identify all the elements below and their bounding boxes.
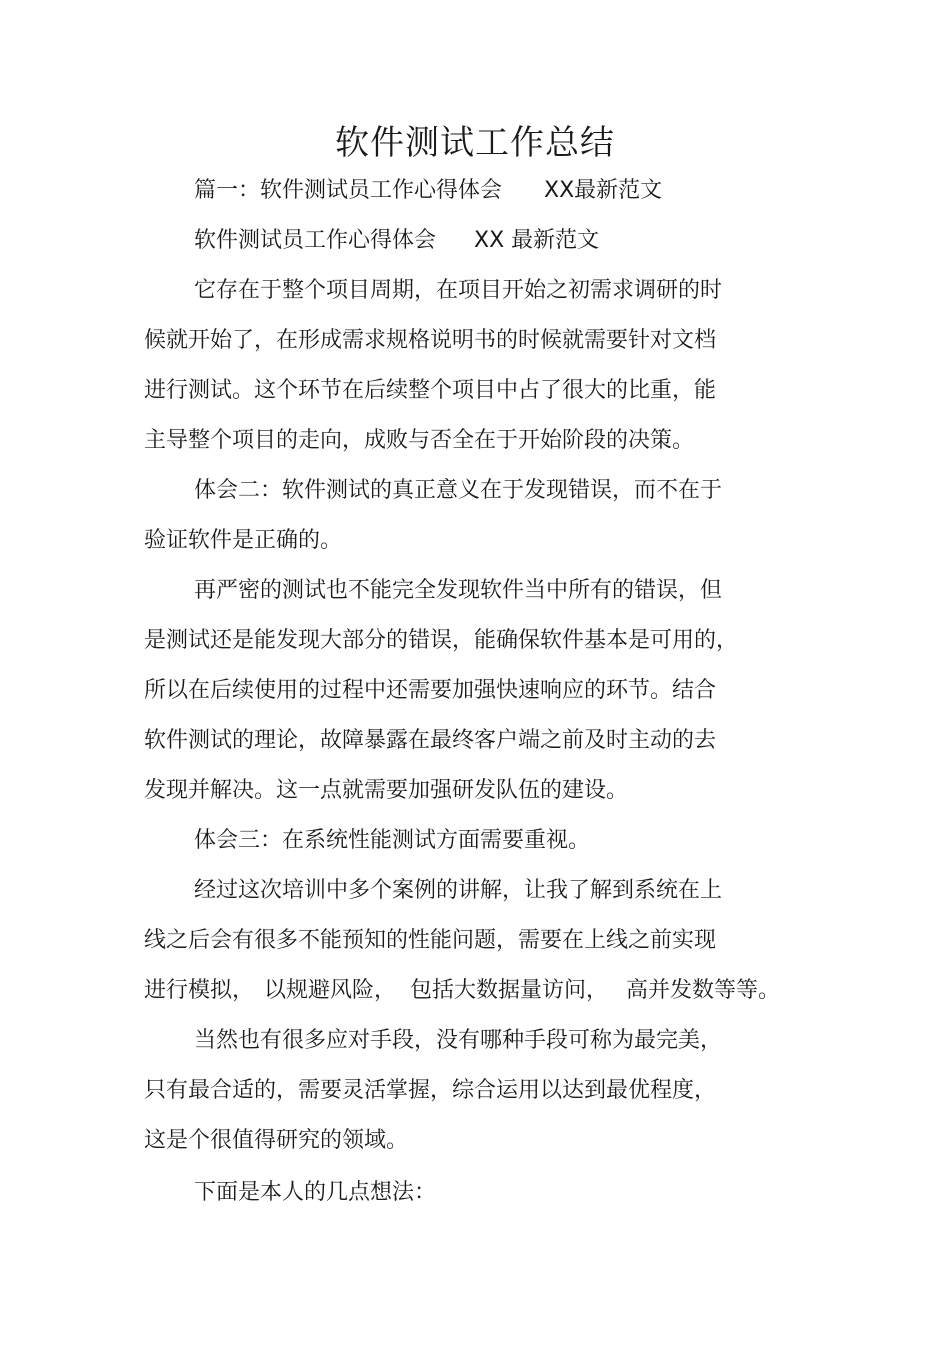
paragraph-line: 再严密的测试也不能完全发现软件当中所有的错误，但 — [194, 578, 723, 603]
paragraph-line: 发现并解决。这一点就需要加强研发队伍的建设。 — [144, 778, 629, 803]
phrase: 高并发数等等。 — [626, 978, 781, 1003]
paragraph-line: 当然也有很多应对手段，没有哪种手段可称为最完美， — [194, 1028, 723, 1053]
heading-suffix: XX 最新范文 — [474, 228, 600, 253]
document-title: 软件测试工作总结 — [335, 123, 615, 163]
subtitle-suffix: XX最新范文 — [544, 178, 663, 203]
paragraph-line: 经过这次培训中多个案例的讲解，让我了解到系统在上 — [194, 878, 723, 903]
subtitle-prefix: 篇一：软件测试员工作心得体会 — [194, 178, 503, 203]
paragraph-line: 候就开始了，在形成需求规格说明书的时候就需要针对文档 — [144, 328, 717, 353]
paragraph-line: 体会二：软件测试的真正意义在于发现错误，而不在于 — [194, 478, 723, 503]
paragraph-line: 所以在后续使用的过程中还需要加强快速响应的环节。结合 — [144, 678, 717, 703]
phrase: 包括大数据量访问， — [410, 978, 609, 1003]
paragraph-line: 体会三：在系统性能测试方面需要重视。 — [194, 828, 591, 853]
article-heading — [194, 224, 599, 258]
paragraph-line-split — [144, 974, 780, 1008]
paragraph-line: 这是个很值得研究的领域。 — [144, 1128, 409, 1153]
phrase: 进行模拟， — [144, 978, 255, 1003]
paragraph-line: 验证软件是正确的。 — [144, 528, 343, 553]
phrase: 以规避风险， — [264, 978, 397, 1003]
article-subtitle — [194, 174, 662, 208]
paragraph-line: 主导整个项目的走向，成败与否全在于开始阶段的决策。 — [144, 428, 695, 453]
paragraph-line: 软件测试的理论，故障暴露在最终客户端之前及时主动的去 — [144, 728, 717, 753]
paragraph-line: 是测试还是能发现大部分的错误，能确保软件基本是可用的， — [144, 628, 739, 653]
paragraph-line: 进行测试。这个环节在后续整个项目中占了很大的比重，能 — [144, 378, 717, 403]
heading-prefix: 软件测试员工作心得体会 — [194, 228, 437, 253]
paragraph-line: 它存在于整个项目周期，在项目开始之初需求调研的时 — [194, 278, 723, 303]
paragraph-line: 下面是本人的几点想法： — [194, 1180, 437, 1205]
paragraph-line: 线之后会有很多不能预知的性能问题，需要在上线之前实现 — [144, 928, 717, 953]
paragraph-line: 只有最合适的，需要灵活掌握，综合运用以达到最优程度， — [144, 1078, 717, 1103]
